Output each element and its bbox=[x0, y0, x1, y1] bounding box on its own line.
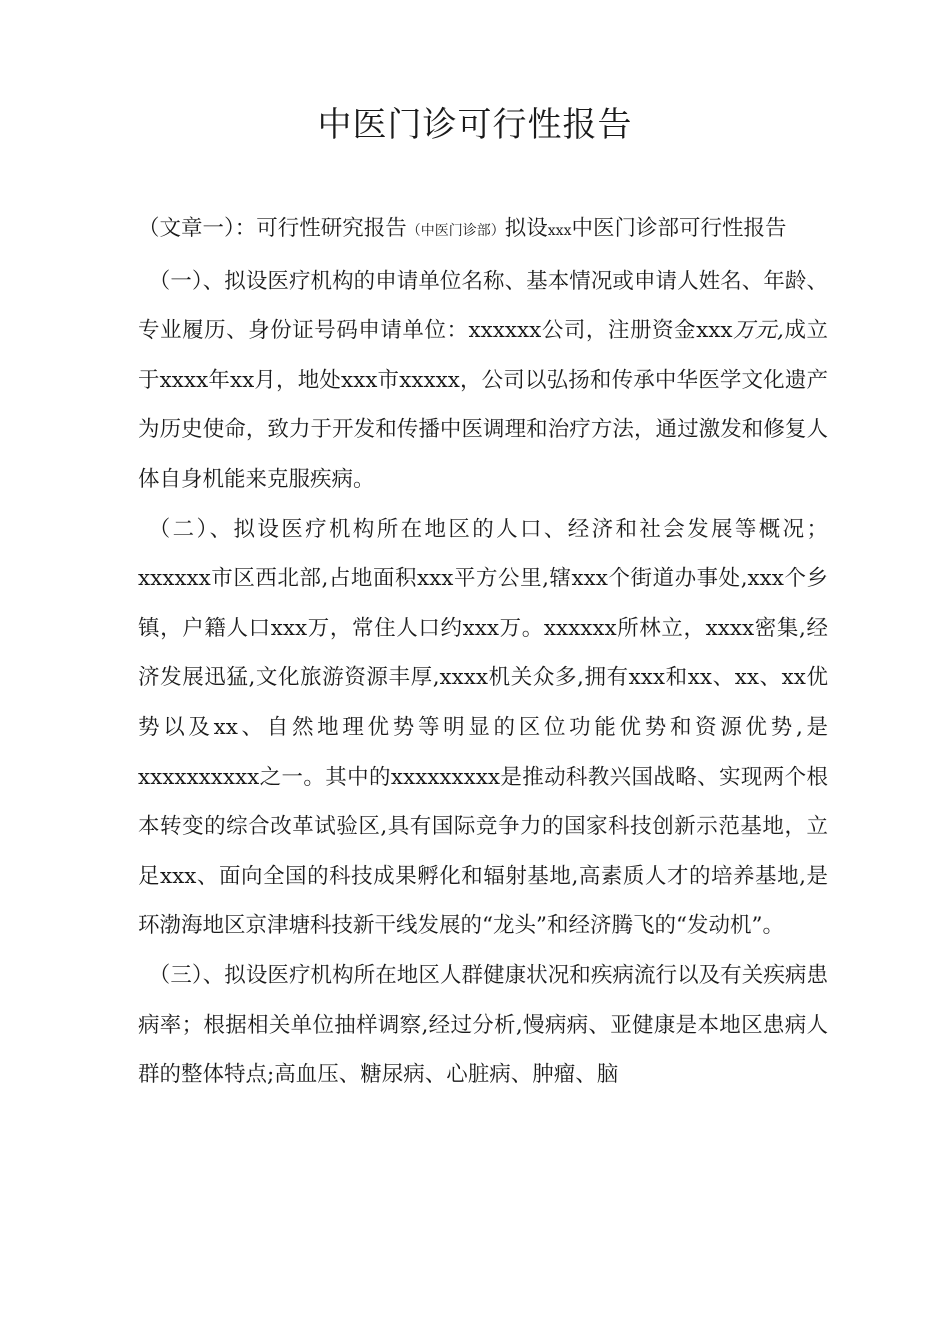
intro-paragraph bbox=[138, 204, 828, 257]
section-1-part-b: 成立于xxxx年xx月，地处xxx市xxxxx，公司以弘扬和传承中华医学文化遗产为历史使命，致力于开发和传播中医调理和治疗方法，通过激发和修复人体自身机能来克服疾病。 bbox=[138, 318, 828, 492]
document-title: 中医门诊可行性报告 bbox=[317, 105, 633, 145]
section-1-italic-phrase: 万元, bbox=[732, 318, 784, 344]
intro-mid: 拟设 bbox=[504, 216, 548, 241]
section-3-paragraph: （三）、拟设医疗机构所在地区人群健康状况和疾病流行以及有关疾病患病率；根据相关单位抽样调察,经过分析,慢病病、亚健康是本地区患病人群的整体特点;高血压、糖尿病、心脏病、肿瘤、脑 bbox=[138, 962, 828, 1088]
section-1-part-a: （一）、拟设医疗机构的申请单位名称、基本情况或申请人姓名、年龄、专业履历、身份证号码申请单位：xxxxxx公司，注册资金xxx bbox=[138, 268, 828, 344]
document-body bbox=[138, 204, 828, 1100]
intro-small-xxx: xxx bbox=[547, 223, 572, 239]
section-2-paragraph: （二）、拟设医疗机构所在地区的人口、经济和社会发展等概况；xxxxxx市区西北部,占地面积xxx平方公里,辖xxx个街道办事处,xxx个乡镇，户籍人口xxx万，常住人口约xxx万。xxxxxx所林立，xxxx密集,经济发展迅猛,文化旅游资源丰厚,xxxx机关众多,拥有xxx和xx、xx、xx优势以及xx、自然地理优势等明显的区位功能优势和资源优势,是xxxxxxxxxx之一。其中的xxxxxxxxx是推动科教兴国战略、实现两个根本转变的综合改革试验区,具有国际竞争力的国家科技创新示范基地，立足xxx、面向全国的科技成果孵化和辐射基地,高素质人才的培养基地,是环渤海地区京津塘科技新干线发展的“龙头”和经济腾飞的“发动机”。 bbox=[138, 516, 828, 939]
intro-lead: （文章一）：可行性研究报告 bbox=[138, 216, 407, 241]
intro-paren-note: （中医门诊部） bbox=[406, 223, 505, 239]
section-1-paragraph bbox=[138, 257, 828, 505]
intro-tail: 中医门诊部可行性报告 bbox=[571, 216, 787, 241]
